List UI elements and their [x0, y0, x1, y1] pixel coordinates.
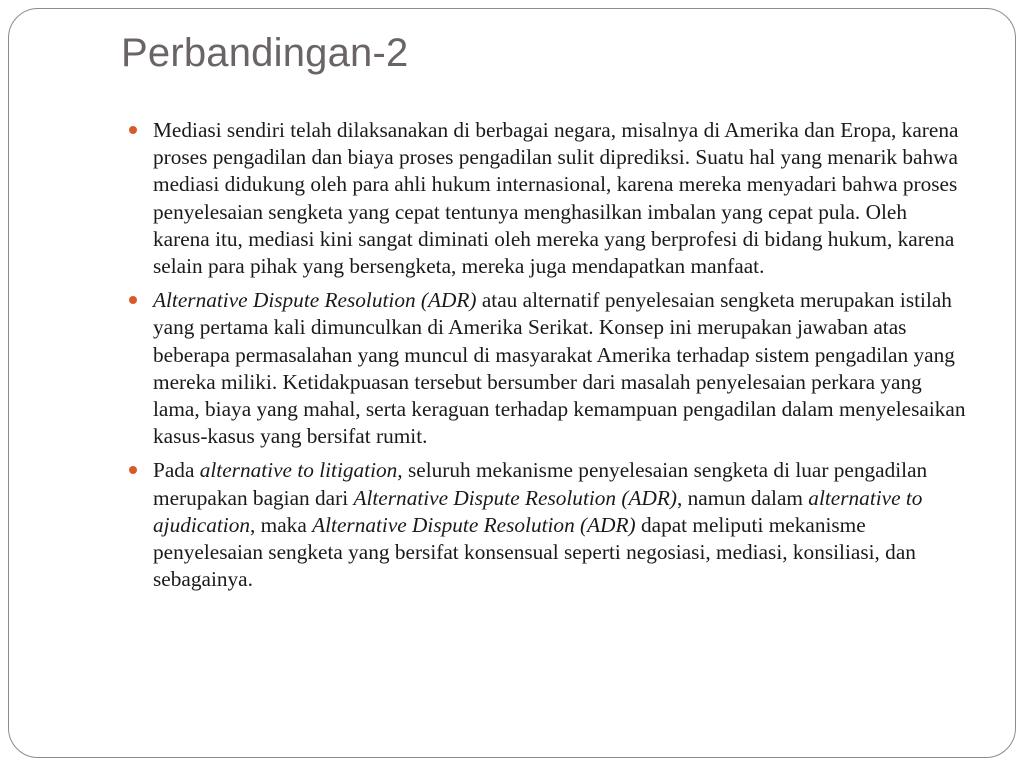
- bullet-item-1: [129, 117, 969, 280]
- bullet-text: dapat meliputi mekanisme penyelesaian sengketa yang bersifat konsensual seperti negosiasi, mediasi, konsiliasi, dan sebagainya.: [153, 512, 916, 592]
- bullet-text: , maka: [250, 512, 313, 537]
- bullet-text: atau alternatif penyelesaian sengketa merupakan istilah yang pertama kali dimunculkan di Amerika Serikat. Konsep ini merupakan jawaban atas beberapa permasalahan yang muncul di masyarakat Amerika terhadap sistem pengadilan yang mereka miliki. Ketidakpuasan tersebut bersumber dari masalah penyelesaian perkara yang lama, biaya yang mahal, serta keraguan terhadap kemampuan pengadilan dalam menyelesaikan kasus-kasus yang bersifat rumit.: [153, 288, 966, 449]
- bullet-text-italic: alternative to ajudication: [153, 485, 923, 537]
- bullet-text: seluruh mekanisme penyelesaian sengketa di luar pengadilan merupakan bagian dari: [153, 458, 928, 510]
- bullet-text: Pada: [153, 458, 200, 483]
- bullet-text-italic: Alternative Dispute Resolution (ADR): [312, 512, 636, 537]
- bullet-item-3: [129, 457, 969, 593]
- bullet-dot-icon: [129, 296, 137, 304]
- slide-body: [129, 117, 969, 600]
- bullet-text-italic: alternative to litigation,: [199, 458, 403, 483]
- bullet-item-2: [129, 287, 969, 450]
- bullet-text: , namun dalam: [677, 485, 809, 510]
- bullet-text: Mediasi sendiri telah dilaksanakan di berbagai negara, misalnya di Amerika dan Eropa, karena proses pengadilan dan biaya proses pengadilan sulit diprediksi. Suatu hal yang menarik bahwa mediasi didukung oleh para ahli hukum internasional, karena mereka menyadari bahwa proses penyelesaian sengketa yang cepat tentunya menghasilkan imbalan yang cepat pula. Oleh karena itu, mediasi kini sangat diminati oleh mereka yang berprofesi di bidang hukum, karena selain para pihak yang bersengketa, mereka juga mendapatkan manfaat.: [153, 118, 959, 279]
- bullet-dot-icon: [129, 126, 137, 134]
- bullet-text-italic: Alternative Dispute Resolution (ADR): [153, 288, 477, 313]
- bullet-dot-icon: [129, 466, 137, 474]
- bullet-text-italic: Alternative Dispute Resolution (ADR): [353, 485, 677, 510]
- slide-title: Perbandingan-2: [121, 31, 409, 75]
- slide-frame: [8, 8, 1016, 758]
